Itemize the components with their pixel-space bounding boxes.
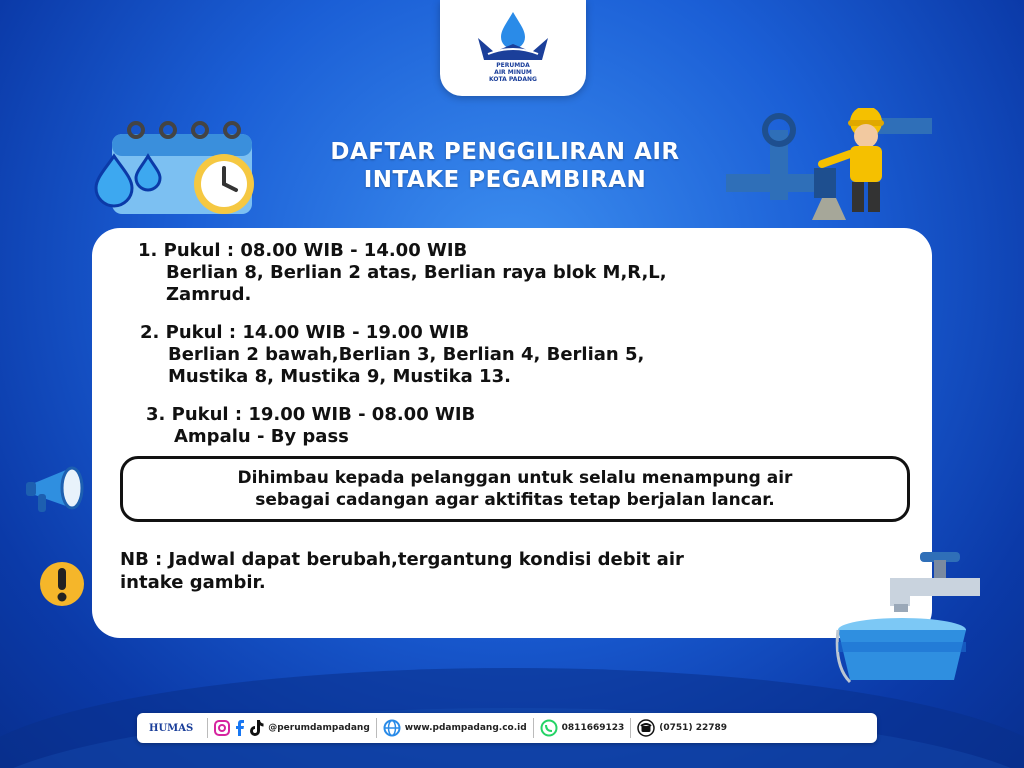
notice-box <box>120 456 910 522</box>
logo-line2: AIR MINUM <box>494 69 532 76</box>
schedule-areas-2b: Mustika 8, Mustika 9, Mustika 13. <box>168 366 511 387</box>
nb-line1: NB : Jadwal dapat berubah,tergantung kondisi debit air <box>120 549 684 570</box>
schedule-item-3 <box>146 404 475 448</box>
plumber-worker-icon <box>726 108 936 220</box>
tiktok-icon[interactable] <box>250 720 264 736</box>
schedule-time-1: 1. Pukul : 08.00 WIB - 14.00 WIB <box>138 240 468 261</box>
footer-divider <box>630 718 631 738</box>
whatsapp-number[interactable]: 0811669123 <box>561 723 625 733</box>
title-line2: INTAKE PEGAMBIRAN <box>363 167 647 193</box>
schedule-item-1 <box>138 240 667 306</box>
megaphone-icon <box>22 462 102 518</box>
notice-line1: Dihimbau kepada pelanggan untuk selalu menampung air <box>237 468 793 488</box>
instagram-icon[interactable] <box>214 720 230 736</box>
website-link[interactable]: www.pdampadang.co.id <box>404 723 527 733</box>
schedule-areas-1a: Berlian 8, Berlian 2 atas, Berlian raya blok M,R,L, <box>166 262 667 283</box>
warning-icon <box>38 560 86 608</box>
humas-logo: HUMAS <box>149 722 194 734</box>
nb-note <box>120 548 880 594</box>
schedule-time-3: 3. Pukul : 19.00 WIB - 08.00 WIB <box>146 404 476 425</box>
logo-card <box>440 0 586 96</box>
social-handle[interactable]: @perumdampadang <box>268 723 370 733</box>
schedule-time-2: 2. Pukul : 14.00 WIB - 19.00 WIB <box>140 322 470 343</box>
title-line1: DAFTAR PENGGILIRAN AIR <box>330 139 680 165</box>
facebook-icon[interactable] <box>234 720 246 736</box>
footer-divider <box>376 718 377 738</box>
nb-line2: intake gambir. <box>120 572 266 593</box>
logo-text <box>440 62 586 83</box>
logo-line1: PERUMDA <box>496 62 530 69</box>
phone-icon <box>637 719 655 737</box>
calendar-clock-icon <box>92 116 272 216</box>
schedule-areas-2a: Berlian 2 bawah,Berlian 3, Berlian 4, Berlian 5, <box>168 344 645 365</box>
phone-number[interactable]: (0751) 22789 <box>659 723 728 733</box>
whatsapp-icon <box>540 719 558 737</box>
faucet-bucket-icon <box>830 548 990 690</box>
globe-icon <box>383 719 401 737</box>
page-title <box>270 138 740 194</box>
schedule-item-2 <box>140 322 644 388</box>
footer-divider <box>533 718 534 738</box>
logo-line3: KOTA PADANG <box>489 76 537 83</box>
water-drop-logo-icon <box>470 8 556 64</box>
footer-divider <box>207 718 208 738</box>
notice-line2: sebagai cadangan agar aktifitas tetap berjalan lancar. <box>255 490 775 510</box>
schedule-areas-1b: Zamrud. <box>166 284 252 305</box>
schedule-areas-3: Ampalu - By pass <box>174 426 349 447</box>
footer-bar <box>137 713 877 743</box>
